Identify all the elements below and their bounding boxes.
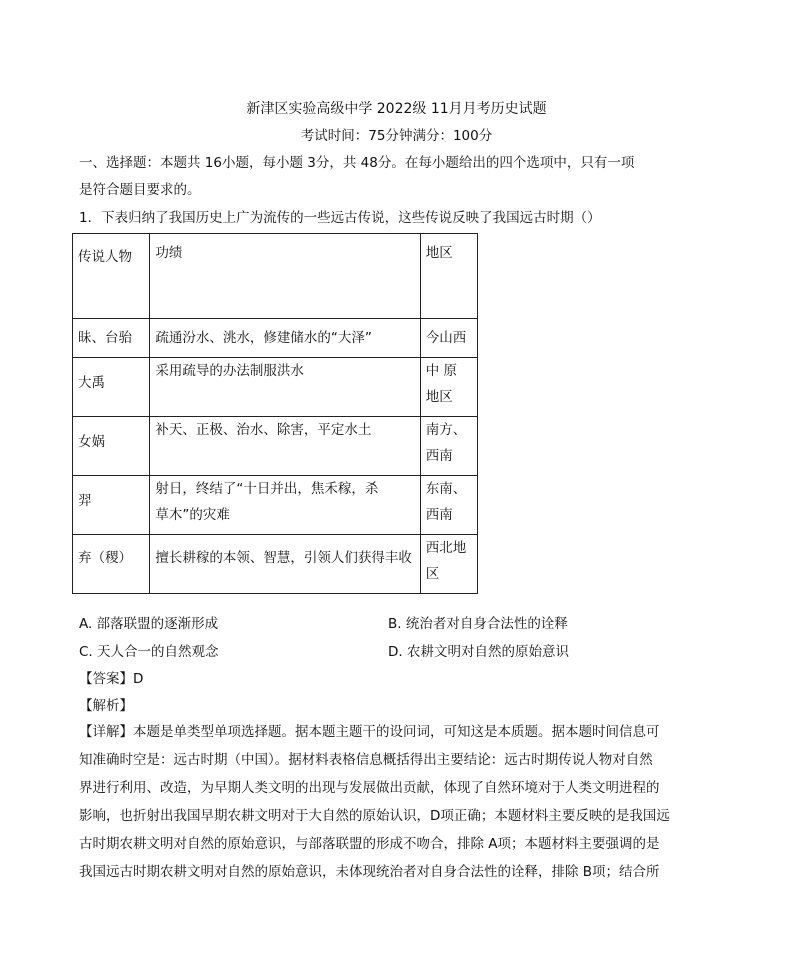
table-cell-region: 今山西	[420, 319, 477, 358]
question-1-stem: 1．下表归纳了我国历史上广为流传的一些远古传说，这些传说反映了我国远古时期（）	[79, 210, 601, 226]
option-d: D. 农耕文明对自然的原始意识	[388, 644, 569, 660]
table-header-deed: 功绩	[150, 234, 420, 319]
option-c: C. 天人合一的自然观念	[79, 644, 219, 660]
table-cell-person: 弃（稷）	[73, 535, 150, 594]
detail-line: 界进行利用、改造，为早期人类文明的出现与发展做出贡献，体现了自然环境对于人类文明进程的	[79, 780, 660, 796]
exam-subtitle: 考试时间：75分钟满分：100分	[300, 128, 493, 144]
option-b: B. 统治者对自身合法性的诠释	[388, 616, 568, 632]
detail-line: 古时期农耕文明对自然的原始意识，与部落联盟的形成不吻合，排除 A项；本题材料主要强调的是	[79, 836, 660, 852]
table-cell-deed: 擅长耕稼的本领、智慧，引领人们获得丰收	[150, 535, 420, 594]
table-header-person: 传说人物	[73, 234, 150, 319]
table-cell-region: 中 原 地区	[420, 358, 477, 417]
detail-line: 影响，也折射出我国早期农耕文明对于大自然的原始认识，D项正确；本题材料主要反映的是我国远	[79, 808, 670, 824]
detail-line: 【详解】本题是单类型单项选择题。据本题主题干的设问词，可知这是本质题。据本题时间信息可	[79, 724, 660, 740]
table-header-row	[73, 234, 478, 319]
table-row	[73, 358, 478, 417]
option-a: A. 部落联盟的逐渐形成	[79, 616, 219, 632]
table-cell-person: 大禹	[73, 358, 150, 417]
legend-table	[72, 233, 478, 594]
table-cell-deed: 采用疏导的办法制服洪水	[150, 358, 420, 417]
table-cell-person: 羿	[73, 476, 150, 535]
table-row	[73, 535, 478, 594]
table-header-region: 地区	[420, 234, 477, 319]
table-cell-deed: 补天、正极、治水、除害，平定水土	[150, 417, 420, 476]
table-cell-region: 东南、 西南	[420, 476, 477, 535]
detail-line: 知准确时空是：远古时期（中国）。据材料表格信息概括得出主要结论：远古时期传说人物对自然	[79, 752, 653, 768]
table-cell-deed: 疏通汾水、洮水，修建储水的“大泽”	[150, 319, 420, 358]
table-row	[73, 476, 478, 535]
exam-title: 新津区实验高级中学 2022级 11月月考历史试题	[246, 101, 547, 117]
detail-paragraph	[79, 718, 719, 886]
table-cell-person: 女娲	[73, 417, 150, 476]
answer-label: 【答案】D	[79, 671, 144, 687]
detail-line: 我国远古时期农耕文明对自然的原始意识，未体现统治者对自身合法性的诠释，排除 B项；结合所	[79, 864, 660, 880]
table-cell-region: 南方、 西南	[420, 417, 477, 476]
table-row	[73, 319, 478, 358]
table-cell-region: 西北地 区	[420, 535, 477, 594]
section-instruction-line1: 一、选择题：本题共 16小题，每小题 3分，共 48分。在每小题给出的四个选项中，只有一项	[79, 155, 635, 171]
analysis-label: 【解析】	[79, 698, 133, 714]
table-cell-deed: 射日，终结了“十日并出，焦禾稼，杀 草木”的灾难	[150, 476, 420, 535]
table-row	[73, 417, 478, 476]
section-instruction-line2: 是符合题目要求的。	[79, 182, 201, 198]
table-cell-person: 昧、台骀	[73, 319, 150, 358]
